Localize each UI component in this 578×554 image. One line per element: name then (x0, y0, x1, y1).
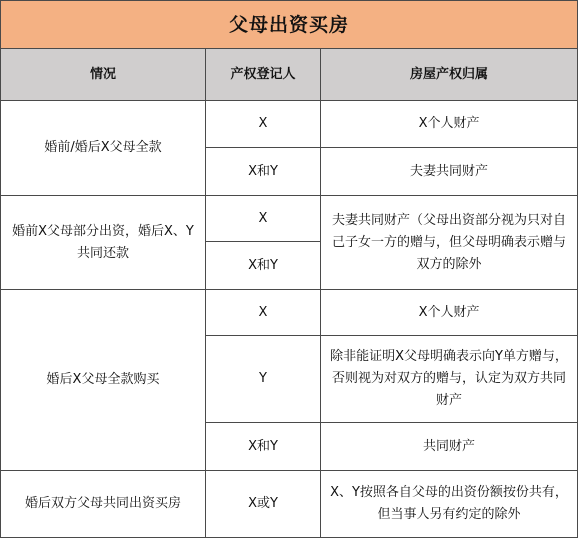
title-row (1, 1, 578, 49)
table-title: 父母出资买房 (1, 1, 578, 49)
table-row (1, 290, 578, 336)
header-situation: 情况 (1, 49, 206, 101)
ownership-cell: X个人财产 (321, 101, 578, 148)
registrant-cell: X和Y (206, 242, 321, 290)
registrant-cell: X或Y (206, 471, 321, 538)
situation-cell: 婚前X父母部分出资，婚后X、Y共同还款 (1, 196, 206, 290)
ownership-cell: X、Y按照各自父母的出资份额按份共有，但当事人另有约定的除外 (321, 471, 578, 538)
table-row (1, 101, 578, 148)
registrant-cell: X和Y (206, 423, 321, 471)
ownership-cell: 除非能证明X父母明确表示向Y单方赠与，否则视为对双方的赠与，认定为双方共同财产 (321, 336, 578, 423)
ownership-cell: 夫妻共同财产（父母出资部分视为只对自己子女一方的赠与，但父母明确表示赠与双方的除外 (321, 196, 578, 290)
registrant-cell: X (206, 196, 321, 242)
ownership-cell: 夫妻共同财产 (321, 148, 578, 196)
header-row (1, 49, 578, 101)
ownership-cell: 共同财产 (321, 423, 578, 471)
table-row (1, 196, 578, 242)
situation-cell: 婚后X父母全款购买 (1, 290, 206, 471)
situation-cell: 婚前/婚后X父母全款 (1, 101, 206, 196)
registrant-cell: X和Y (206, 148, 321, 196)
registrant-cell: Y (206, 336, 321, 423)
header-registrant: 产权登记人 (206, 49, 321, 101)
registrant-cell: X (206, 290, 321, 336)
ownership-cell: X个人财产 (321, 290, 578, 336)
situation-cell: 婚后双方父母共同出资买房 (1, 471, 206, 538)
table-row (1, 471, 578, 538)
header-ownership: 房屋产权归属 (321, 49, 578, 101)
registrant-cell: X (206, 101, 321, 148)
